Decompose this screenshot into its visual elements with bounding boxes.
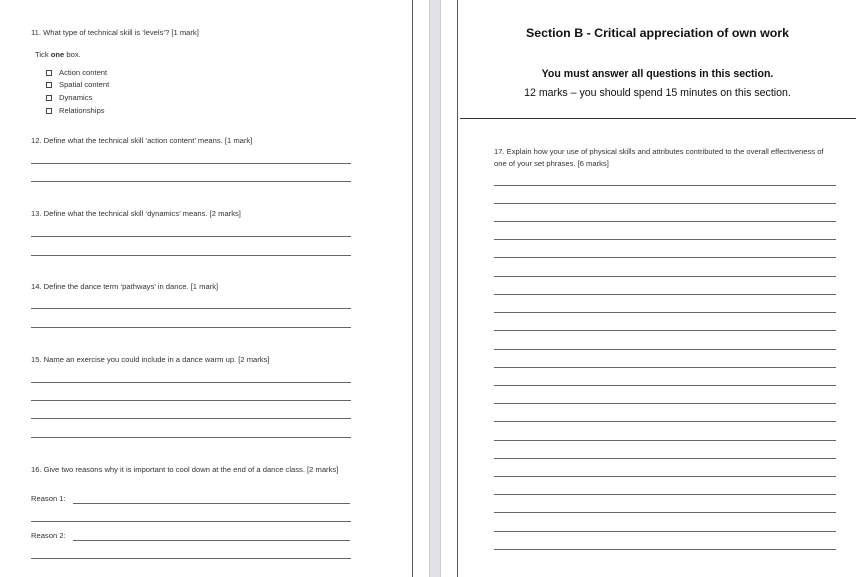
answer-line[interactable]	[31, 163, 351, 164]
answer-line[interactable]	[31, 255, 351, 256]
checkbox[interactable]	[46, 95, 52, 101]
question-14: 14. Define the dance term ‘pathways’ in dance. [1 mark]	[31, 282, 219, 291]
reason-2-label: Reason 2:	[31, 531, 66, 540]
answer-line[interactable]	[494, 185, 836, 186]
answer-line[interactable]	[31, 181, 351, 182]
answer-line[interactable]	[31, 327, 351, 328]
answer-line[interactable]	[494, 421, 836, 422]
option-label: Spatial content	[59, 80, 110, 89]
answer-line[interactable]	[494, 239, 836, 240]
option-dynamics[interactable]	[46, 93, 92, 102]
checkbox[interactable]	[46, 108, 52, 114]
answer-line[interactable]	[494, 549, 836, 550]
answer-line[interactable]	[494, 403, 836, 404]
tick-instruction-bold: one	[50, 50, 65, 59]
section-time-note: 12 marks – you should spend 15 minutes on this section.	[524, 87, 791, 99]
answer-line[interactable]	[494, 385, 836, 386]
right-page	[457, 0, 856, 577]
answer-line[interactable]	[494, 312, 836, 313]
answer-line[interactable]	[31, 558, 351, 559]
checkbox[interactable]	[46, 82, 52, 88]
section-instruction: You must answer all questions in this section.	[541, 68, 774, 80]
answer-line[interactable]	[494, 512, 836, 513]
answer-line[interactable]	[494, 276, 836, 277]
answer-line[interactable]	[31, 400, 351, 401]
answer-line[interactable]	[494, 294, 836, 295]
option-label: Action content	[59, 68, 108, 77]
reason-1-line[interactable]	[73, 503, 350, 504]
checkbox[interactable]	[46, 70, 52, 76]
answer-line[interactable]	[494, 531, 836, 532]
reason-2-line[interactable]	[73, 540, 350, 541]
section-divider	[460, 118, 856, 119]
question-15: 15. Name an exercise you could include in a dance warm up. [2 marks]	[31, 355, 270, 364]
answer-line[interactable]	[494, 494, 836, 495]
scrollbar-track[interactable]	[429, 0, 441, 577]
answer-line[interactable]	[494, 458, 836, 459]
left-page	[0, 0, 413, 577]
question-13: 13. Define what the technical skill ‘dynamics’ means. [2 marks]	[31, 209, 241, 218]
question-17: 17. Explain how your use of physical skills and attributes contributed to the overall effectiveness of one of your set phrases. [6 marks]	[494, 147, 824, 168]
answer-line[interactable]	[494, 476, 836, 477]
answer-line[interactable]	[494, 349, 836, 350]
option-label: Relationships	[59, 106, 105, 115]
answer-line[interactable]	[494, 330, 836, 331]
tick-instruction	[35, 50, 81, 59]
tick-instruction-prefix: Tick	[35, 50, 51, 59]
answer-line[interactable]	[31, 382, 351, 383]
answer-line[interactable]	[31, 418, 351, 419]
question-16: 16. Give two reasons why it is important to cool down at the end of a dance class. [2 marks]	[31, 465, 339, 474]
answer-line[interactable]	[494, 257, 836, 258]
section-title: Section B - Critical appreciation of own work	[526, 26, 789, 40]
tick-instruction-suffix: box.	[64, 50, 81, 59]
option-relationships[interactable]	[46, 106, 105, 115]
option-action-content[interactable]	[46, 68, 107, 77]
answer-line[interactable]	[494, 440, 836, 441]
answer-line[interactable]	[494, 221, 836, 222]
answer-line[interactable]	[31, 236, 351, 237]
reason-1-label: Reason 1:	[31, 494, 66, 503]
answer-line[interactable]	[31, 437, 351, 438]
option-spatial-content[interactable]	[46, 80, 109, 89]
question-12: 12. Define what the technical skill ‘action content’ means. [1 mark]	[31, 136, 253, 145]
answer-line[interactable]	[31, 308, 351, 309]
answer-line[interactable]	[494, 203, 836, 204]
question-11: 11. What type of technical skill is ‘levels’? [1 mark]	[31, 28, 199, 37]
option-label: Dynamics	[59, 93, 93, 102]
answer-line[interactable]	[494, 367, 836, 368]
answer-line[interactable]	[31, 521, 351, 522]
